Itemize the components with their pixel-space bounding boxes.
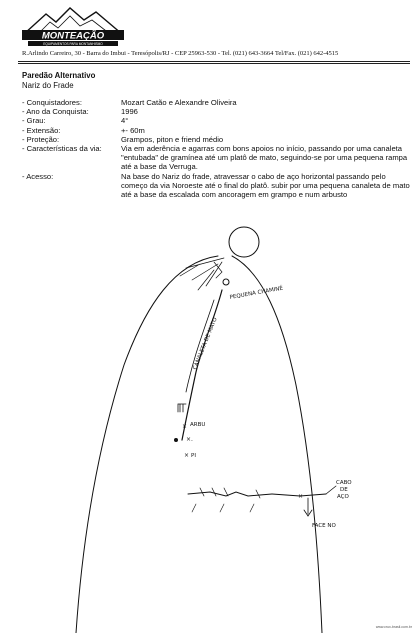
field-value: Na base do Nariz do frade, atravessar o cabo de aço horizontal passando pelo começo da via Noroeste até o final do platô. subir por uma pequena canaleta de mato até a base da escalada com ancoragem em grampo e num arbusto: [121, 171, 410, 200]
label-arbusto: ARBU: [190, 422, 206, 428]
verruga-boulder: [229, 227, 259, 257]
climber-start-marker: [174, 438, 178, 442]
marker-x1: ×: [182, 423, 188, 430]
field-label: - Ano da Conquista:: [22, 107, 89, 117]
summit-cap-hatching: [180, 258, 224, 290]
label-de: DE: [340, 487, 348, 493]
footer-url: www.crux-brasil.com.br: [375, 625, 412, 629]
field-value: Via em aderência e agarras com bons apoios no início, passando por uma canaleta "entubada" de gramínea até um platô de mato, seguindo-se por uma pequena rampa até a base da Verruga.: [121, 144, 408, 172]
field-label: - Acesso:: [22, 171, 54, 181]
face-arrow: [304, 498, 312, 516]
base-ledge: [188, 492, 272, 496]
field-label: - Conquistadores:: [22, 98, 82, 107]
label-pequena-chamine: PEQUENA CHAMINÉ: [229, 285, 284, 301]
field-value: Grampos, piton e friend médio: [121, 134, 224, 144]
route-title: Paredão Alternativo: [22, 71, 96, 80]
field-value: 1996: [121, 107, 138, 117]
route-name: Nariz do Frade: [22, 81, 74, 90]
route-line: [182, 290, 222, 440]
field-label: - Grau:: [22, 116, 46, 126]
marker-x2: ×.: [186, 436, 193, 443]
rock-outline-left: [76, 256, 218, 633]
field-label: - Extensão:: [22, 125, 61, 135]
field-value: 4°: [121, 116, 129, 126]
company-address: R.Arlindo Carreiro, 30 - Barra do Imbui - Teresópolis/RJ - CEP 25963-530 - Tel. (021) 643-3664 Tel/Fax. (021) 642-4515: [22, 50, 339, 57]
field-value: Mozart Catão e Alexandre Oliveira: [121, 98, 237, 107]
label-aco: AÇO: [337, 494, 349, 500]
field-value: +- 60m: [121, 125, 145, 135]
marker-x-ledge: ×: [298, 493, 304, 500]
label-canaleta-mato: CANALETA DE MATO: [192, 316, 219, 371]
label-cabo: CABO: [336, 480, 352, 486]
cable-arrow: [326, 486, 336, 494]
label-piton: PI: [191, 453, 196, 459]
field-label: - Características da via:: [22, 144, 102, 154]
marker-x3: ×: [184, 452, 190, 459]
canaleta-line: [186, 300, 214, 392]
field-label: - Proteção:: [22, 134, 60, 144]
chaminé-marker: [223, 279, 229, 285]
logo-tagline: EQUIPAMENTOS PARA MONTANHISMO: [43, 42, 103, 47]
rock-outline-right: [232, 256, 322, 633]
logo-text: MONTEAÇÃO: [41, 30, 105, 42]
label-face-no: FACE NO: [312, 523, 336, 529]
